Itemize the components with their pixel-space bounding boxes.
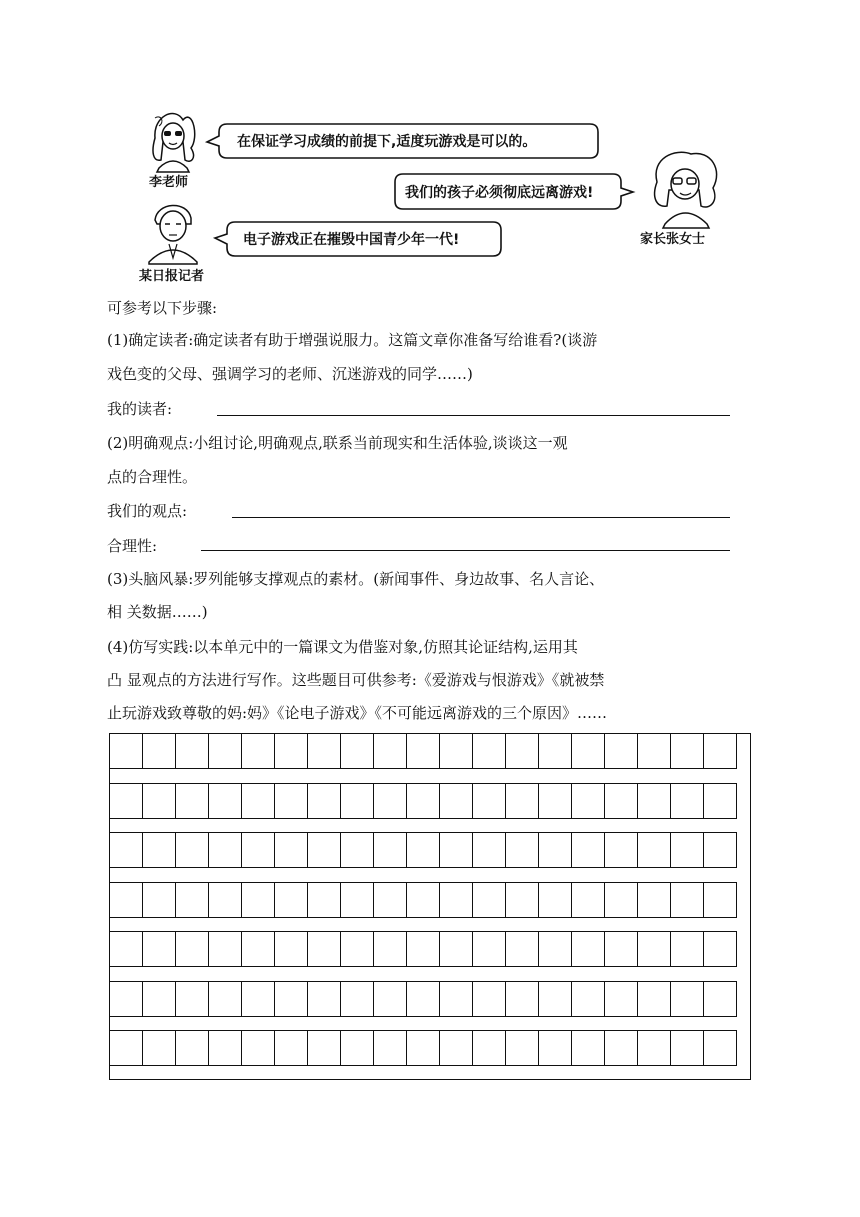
step-3: (3)头脑风暴:罗列能够支撑观点的素材。(新闻事件、身边故事、名人言论、 [107, 570, 605, 588]
speech-bubble [207, 124, 598, 158]
grid-cell[interactable] [241, 783, 275, 819]
grid-cell[interactable] [538, 882, 572, 918]
grid-cell[interactable] [241, 832, 275, 868]
grid-cell[interactable] [637, 783, 671, 819]
speech-bubble [395, 174, 633, 209]
reporter-figure-icon [149, 205, 197, 264]
step-2: (2)明确观点:小组讨论,明确观点,联系当前现实和生活体验,谈谈这一观 [107, 434, 568, 452]
grid-cell[interactable] [670, 733, 704, 769]
speech-bubble [215, 222, 501, 256]
steps-intro: 可参考以下步骤: [107, 299, 218, 317]
grid-cell[interactable] [142, 832, 176, 868]
grid-cell[interactable] [703, 1030, 737, 1066]
grid-cell[interactable] [307, 931, 341, 967]
grid-cell[interactable] [406, 981, 440, 1017]
grid-cell[interactable] [175, 882, 209, 918]
grid-cell[interactable] [109, 981, 143, 1017]
grid-cell[interactable] [340, 1030, 374, 1066]
grid-cell[interactable] [472, 882, 506, 918]
grid-cell[interactable] [274, 783, 308, 819]
writing-grid[interactable] [109, 733, 751, 1080]
grid-cell[interactable] [637, 882, 671, 918]
grid-cell[interactable] [274, 931, 308, 967]
grid-cell[interactable] [703, 733, 737, 769]
grid-cell[interactable] [505, 1030, 539, 1066]
grid-cell[interactable] [703, 832, 737, 868]
step-4: (4)仿写实践:以本单元中的一篇课文为借鉴对象,仿照其论证结构,运用其 [107, 638, 578, 656]
grid-cell[interactable] [439, 981, 473, 1017]
speaker-caption: 李老师 [149, 175, 189, 190]
grid-cell[interactable] [142, 931, 176, 967]
grid-cell[interactable] [439, 882, 473, 918]
grid-cell[interactable] [208, 832, 242, 868]
grid-cell[interactable] [373, 783, 407, 819]
grid-cell[interactable] [670, 783, 704, 819]
grid-cell[interactable] [670, 931, 704, 967]
grid-cell[interactable] [208, 882, 242, 918]
grid-cell[interactable] [406, 882, 440, 918]
grid-cell[interactable] [175, 931, 209, 967]
grid-cell[interactable] [637, 733, 671, 769]
grid-row [109, 783, 751, 819]
grid-cell[interactable] [142, 1030, 176, 1066]
grid-cell[interactable] [637, 981, 671, 1017]
grid-cell[interactable] [538, 1030, 572, 1066]
grid-cell[interactable] [109, 832, 143, 868]
grid-cell[interactable] [406, 832, 440, 868]
grid-cell[interactable] [142, 882, 176, 918]
grid-cell[interactable] [439, 1030, 473, 1066]
grid-cell[interactable] [538, 783, 572, 819]
grid-cell[interactable] [604, 1030, 638, 1066]
grid-cell[interactable] [373, 832, 407, 868]
grid-cell[interactable] [604, 981, 638, 1017]
step-4-titles: 止玩游戏致尊敬的妈:妈》《论电子游戏》《不可能远离游戏的三个原因》…… [107, 704, 608, 722]
grid-cell[interactable] [472, 1030, 506, 1066]
grid-cell[interactable] [373, 733, 407, 769]
grid-cell[interactable] [505, 981, 539, 1017]
grid-cell[interactable] [637, 1030, 671, 1066]
grid-cell[interactable] [505, 832, 539, 868]
grid-cell[interactable] [439, 733, 473, 769]
grid-cell[interactable] [670, 882, 704, 918]
viewpoint-answer-line[interactable] [232, 517, 730, 518]
grid-cell[interactable] [340, 733, 374, 769]
grid-cell[interactable] [505, 931, 539, 967]
grid-cell[interactable] [472, 783, 506, 819]
grid-cell[interactable] [703, 931, 737, 967]
grid-cell[interactable] [439, 783, 473, 819]
debate-illustration [135, 98, 735, 288]
grid-cell[interactable] [175, 1030, 209, 1066]
grid-cell[interactable] [604, 733, 638, 769]
grid-cell[interactable] [274, 1030, 308, 1066]
grid-cell[interactable] [703, 882, 737, 918]
grid-cell[interactable] [571, 832, 605, 868]
grid-cell[interactable] [109, 882, 143, 918]
grid-cell[interactable] [505, 882, 539, 918]
grid-cell[interactable] [208, 931, 242, 967]
grid-cell[interactable] [538, 832, 572, 868]
grid-cell[interactable] [340, 783, 374, 819]
step-3-continued: 相 关数据……) [107, 603, 208, 621]
grid-cell[interactable] [109, 1030, 143, 1066]
grid-cell[interactable] [208, 1030, 242, 1066]
grid-cell[interactable] [604, 882, 638, 918]
grid-cell[interactable] [439, 832, 473, 868]
grid-cell[interactable] [571, 981, 605, 1017]
grid-cell[interactable] [703, 981, 737, 1017]
grid-cell[interactable] [340, 832, 374, 868]
grid-cell[interactable] [406, 783, 440, 819]
grid-row [109, 733, 751, 769]
rationale-answer-line[interactable] [201, 550, 730, 551]
grid-cell[interactable] [571, 783, 605, 819]
svg-text:我们的孩子必须彻底远离游戏!: 我们的孩子必须彻底远离游戏! [405, 185, 594, 201]
grid-cell[interactable] [274, 882, 308, 918]
grid-cell[interactable] [373, 882, 407, 918]
grid-cell[interactable] [175, 783, 209, 819]
svg-text:电子游戏正在摧毁中国青少年一代!: 电子游戏正在摧毁中国青少年一代! [243, 232, 460, 248]
grid-cell[interactable] [703, 783, 737, 819]
viewpoint-label: 我们的观点: [107, 502, 188, 520]
grid-cell[interactable] [373, 1030, 407, 1066]
speaker-caption: 某日报记者 [139, 269, 205, 284]
grid-cell[interactable] [241, 882, 275, 918]
grid-cell[interactable] [472, 733, 506, 769]
grid-cell[interactable] [571, 882, 605, 918]
reader-answer-line[interactable] [217, 415, 730, 416]
reader-label: 我的读者: [107, 400, 173, 418]
grid-cell[interactable] [208, 783, 242, 819]
grid-cell[interactable] [472, 832, 506, 868]
grid-row [109, 882, 751, 918]
grid-cell[interactable] [406, 1030, 440, 1066]
grid-cell[interactable] [307, 882, 341, 918]
grid-cell[interactable] [373, 981, 407, 1017]
grid-cell[interactable] [208, 733, 242, 769]
grid-cell[interactable] [307, 832, 341, 868]
step-2-continued: 点的合理性。 [107, 468, 198, 486]
grid-cell[interactable] [175, 832, 209, 868]
grid-row [109, 931, 751, 967]
grid-cell[interactable] [307, 733, 341, 769]
grid-cell[interactable] [373, 931, 407, 967]
grid-cell[interactable] [637, 832, 671, 868]
step-4-continued: 凸 显观点的方法进行写作。这些题目可供参考:《爱游戏与恨游戏》《就被禁 [107, 671, 605, 689]
grid-cell[interactable] [604, 931, 638, 967]
grid-row [109, 981, 751, 1017]
grid-cell[interactable] [505, 783, 539, 819]
svg-text:在保证学习成绩的前提下,适度玩游戏是可以的。: 在保证学习成绩的前提下,适度玩游戏是可以的。 [237, 134, 537, 150]
grid-cell[interactable] [274, 733, 308, 769]
grid-cell[interactable] [109, 733, 143, 769]
grid-cell[interactable] [406, 931, 440, 967]
grid-cell[interactable] [142, 981, 176, 1017]
grid-cell[interactable] [571, 1030, 605, 1066]
grid-cell[interactable] [109, 931, 143, 967]
speaker-caption: 家长张女士 [640, 232, 706, 247]
grid-cell[interactable] [439, 931, 473, 967]
grid-cell[interactable] [175, 733, 209, 769]
grid-cell[interactable] [307, 783, 341, 819]
grid-cell[interactable] [472, 931, 506, 967]
grid-cell[interactable] [241, 931, 275, 967]
grid-cell[interactable] [109, 783, 143, 819]
step-1: (1)确定读者:确定读者有助于增强说服力。这篇文章你准备写给谁看?(谈游 [107, 331, 598, 349]
grid-row [109, 832, 751, 868]
grid-cell[interactable] [670, 832, 704, 868]
teacher-figure-icon [153, 114, 195, 172]
grid-cell[interactable] [142, 733, 176, 769]
grid-row [109, 1030, 751, 1066]
grid-cell[interactable] [571, 733, 605, 769]
parent-figure-icon [655, 152, 717, 228]
grid-cell[interactable] [142, 783, 176, 819]
grid-cell[interactable] [340, 882, 374, 918]
step-1-continued: 戏色变的父母、强调学习的老师、沉迷游戏的同学……) [107, 365, 473, 383]
grid-cell[interactable] [175, 981, 209, 1017]
grid-cell[interactable] [538, 981, 572, 1017]
grid-cell[interactable] [241, 733, 275, 769]
grid-cell[interactable] [604, 783, 638, 819]
grid-cell[interactable] [241, 1030, 275, 1066]
grid-cell[interactable] [538, 931, 572, 967]
grid-cell[interactable] [472, 981, 506, 1017]
grid-cell[interactable] [637, 931, 671, 967]
grid-cell[interactable] [571, 931, 605, 967]
grid-cell[interactable] [604, 832, 638, 868]
grid-cell[interactable] [274, 832, 308, 868]
grid-cell[interactable] [340, 931, 374, 967]
grid-cell[interactable] [340, 981, 374, 1017]
rationale-label: 合理性: [107, 537, 158, 555]
grid-cell[interactable] [307, 981, 341, 1017]
grid-cell[interactable] [670, 981, 704, 1017]
grid-cell[interactable] [406, 733, 440, 769]
grid-cell[interactable] [670, 1030, 704, 1066]
grid-cell[interactable] [241, 981, 275, 1017]
grid-cell[interactable] [274, 981, 308, 1017]
grid-cell[interactable] [208, 981, 242, 1017]
grid-cell[interactable] [505, 733, 539, 769]
grid-cell[interactable] [307, 1030, 341, 1066]
grid-cell[interactable] [538, 733, 572, 769]
